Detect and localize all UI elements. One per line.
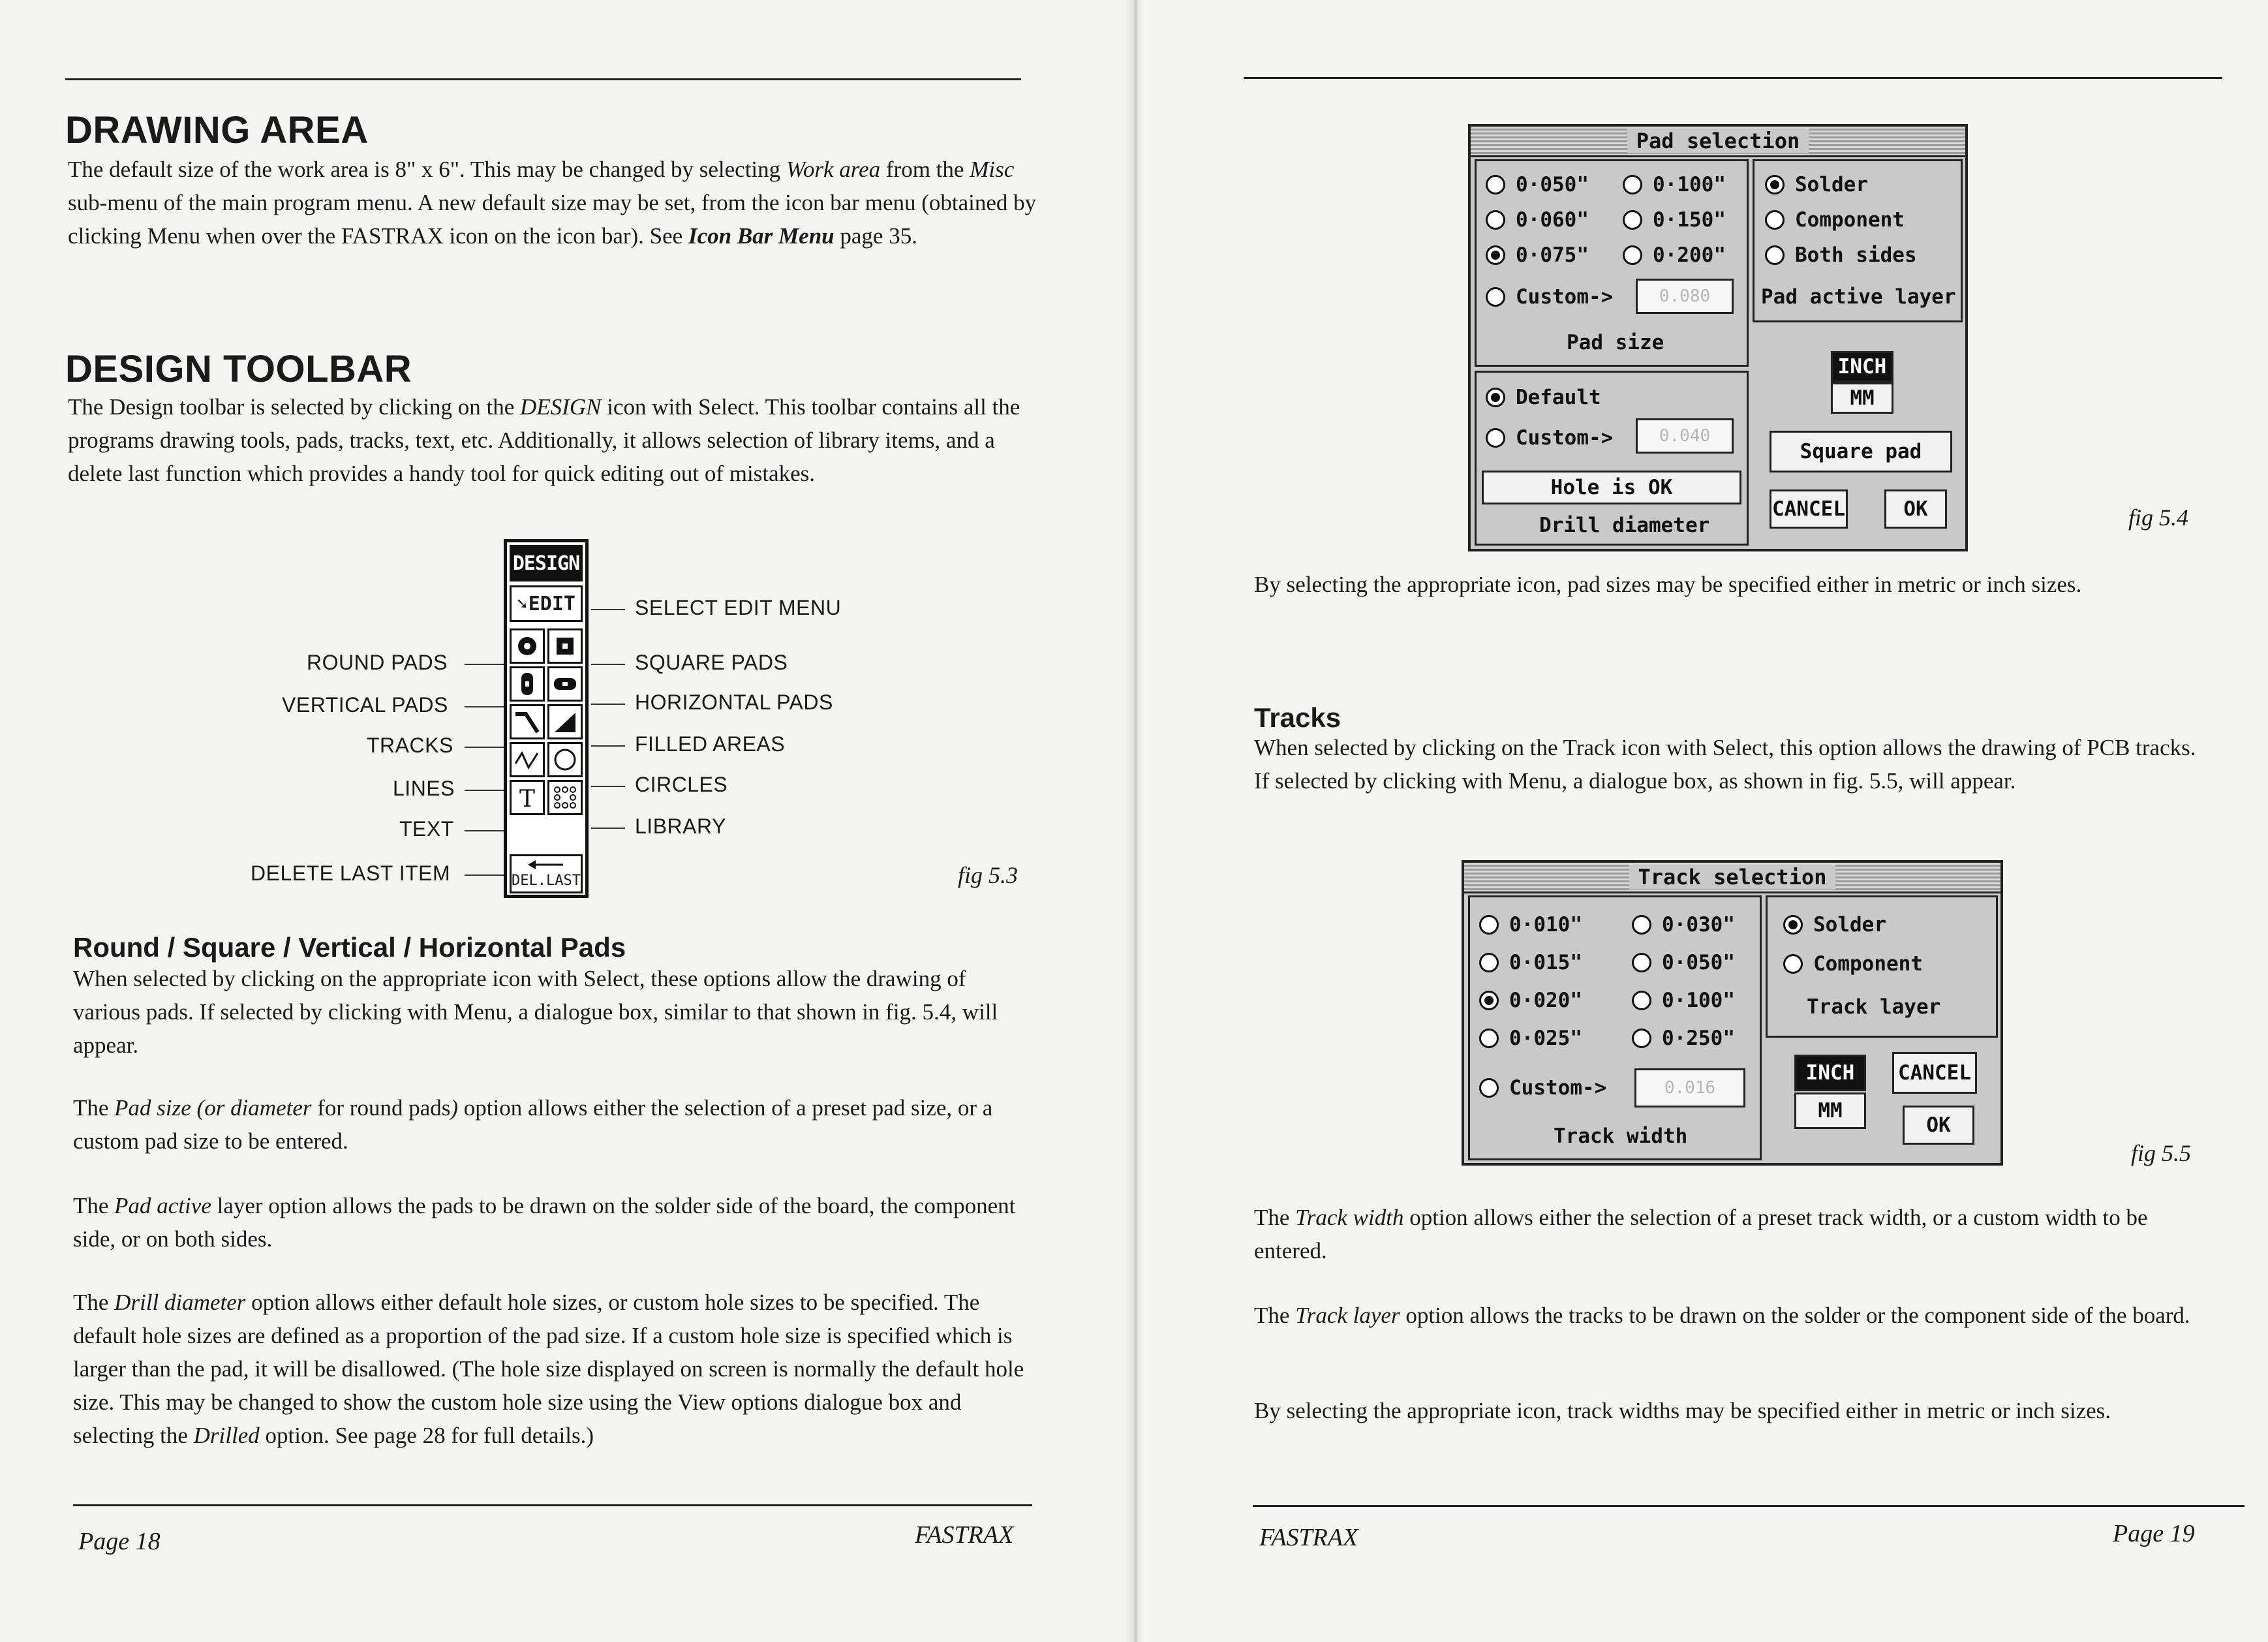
option-label: 0·150" [1653, 208, 1726, 232]
pad-size-option[interactable] [1486, 208, 1589, 232]
design-toolbar [504, 539, 589, 898]
option-label: Custom-> [1509, 1076, 1607, 1100]
radio-icon [1479, 915, 1499, 935]
pad-size-label: Pad size [1567, 331, 1664, 354]
track-width-option[interactable] [1632, 1027, 1735, 1050]
track-width-option[interactable] [1479, 1027, 1582, 1050]
radio-selected-icon [1486, 388, 1505, 407]
radio-icon [1632, 915, 1651, 935]
leader-line [465, 790, 504, 791]
radio-icon [1632, 991, 1651, 1010]
cancel-button[interactable]: CANCEL [1892, 1052, 1977, 1094]
leader-line [591, 828, 625, 829]
radio-icon [1486, 175, 1505, 194]
dialog-title: Track selection [1629, 865, 1836, 890]
hole-status-indicator: Hole is OK [1482, 471, 1741, 504]
radio-icon [1632, 1029, 1651, 1048]
drill-default-option[interactable] [1486, 386, 1601, 409]
pointer-icon: ➘ [517, 594, 527, 613]
option-label: Solder [1795, 173, 1868, 196]
leader-line [591, 609, 625, 610]
option-label: 0·015" [1509, 951, 1582, 974]
drawing-area-text: The default size of the work area is 8" x 6". This may be changed by selecting Work area from the Misc sub-menu of the main program menu. A new default size may be set, from the icon bar menu (obtained by clicking Menu when over the FASTRAX icon on the icon bar). See Icon Bar Menu page 35. [68, 157, 1037, 249]
radio-icon [1765, 245, 1785, 265]
track-width-custom-field[interactable]: 0.016 [1634, 1068, 1745, 1108]
radio-icon [1632, 953, 1651, 972]
track-width-text: The Track width option allows either the selection of a preset track width, or a custom width to be entered. [1254, 1205, 2148, 1263]
header-rule [1244, 77, 2222, 79]
label-lines: LINES [393, 777, 455, 800]
toolbar-edit-label: EDIT [528, 592, 575, 615]
option-label: 0·100" [1662, 989, 1735, 1012]
radio-icon [1623, 175, 1642, 194]
track-width-option[interactable] [1632, 913, 1735, 937]
square-pad-icon[interactable] [547, 628, 583, 664]
layer-solder-option[interactable] [1765, 173, 1868, 196]
track-width-option[interactable] [1632, 951, 1735, 974]
layer-component-option[interactable] [1765, 208, 1905, 232]
leader-line [591, 745, 625, 747]
unit-mm-button[interactable]: MM [1831, 382, 1893, 414]
pad-active-layer-label: Pad active layer [1761, 285, 1956, 309]
option-label: 0·250" [1662, 1027, 1735, 1050]
back-arrow-icon [527, 857, 566, 873]
track-width-custom-option[interactable] [1479, 1076, 1606, 1100]
leader-line [465, 875, 504, 876]
option-label: 0·010" [1509, 913, 1582, 937]
drill-custom-field[interactable]: 0.040 [1636, 418, 1734, 454]
label-tracks: TRACKS [367, 734, 453, 757]
radio-selected-icon [1765, 175, 1785, 194]
radio-selected-icon [1479, 991, 1499, 1010]
radio-icon [1486, 210, 1505, 230]
label-vertical-pads: VERTICAL PADS [282, 693, 448, 717]
horizontal-pad-icon[interactable] [547, 666, 583, 702]
radio-selected-icon [1783, 915, 1803, 935]
option-label: Default [1516, 386, 1601, 409]
radio-icon [1765, 210, 1785, 230]
label-circles: CIRCLES [635, 773, 728, 796]
right-page [1138, 0, 2268, 1642]
heading-pads: Round / Square / Vertical / Horizontal Pads [73, 932, 626, 963]
label-select-edit-menu: SELECT EDIT MENU [635, 596, 842, 619]
cancel-button[interactable]: CANCEL [1770, 489, 1848, 529]
drill-diameter-panel [1475, 371, 1749, 546]
heading-design-toolbar: DESIGN TOOLBAR [65, 348, 412, 390]
track-width-option[interactable] [1632, 989, 1735, 1012]
filled-area-icon[interactable] [547, 704, 583, 739]
pad-size-panel [1475, 159, 1749, 367]
pad-size-option-selected[interactable] [1486, 243, 1589, 267]
option-label: 0·075" [1516, 243, 1589, 267]
track-layer-text: The Track layer option allows the tracks to be drawn on the solder or the component side of the board. [1254, 1303, 2190, 1328]
line-icon[interactable] [510, 742, 545, 777]
option-label: 0·060" [1516, 208, 1589, 232]
pad-metric-text: By selecting the appropriate icon, pad sizes may be specified either in metric or inch sizes. [1254, 572, 2082, 597]
vertical-pad-icon[interactable] [510, 666, 545, 702]
footer-rule [73, 1504, 1032, 1506]
label-filled-areas: FILLED AREAS [635, 732, 786, 756]
leader-line [465, 830, 504, 831]
dialog-title-bar [1464, 863, 2000, 893]
header-rule [65, 78, 1021, 80]
unit-inch-button[interactable]: INCH [1794, 1055, 1866, 1091]
dialog-title: Pad selection [1627, 129, 1809, 153]
leader-line [591, 786, 625, 787]
drill-diameter-text: The Drill diameter option allows either default hole sizes, or custom hole sizes to be specified. The default hole sizes are defined as a proportion of the pad size. If a custom hole size is specified which is larger than the pad, it will be disallowed. (The hole size displayed on screen is normally the default hole size. This may be changed to show the custom hole size using the View options dialogue box and selecting the Drilled option. See page 28 for full details.) [73, 1290, 1024, 1448]
radio-icon [1479, 1078, 1499, 1098]
pad-size-custom-option[interactable] [1486, 285, 1613, 309]
radio-icon [1623, 245, 1642, 265]
figure-caption-5-5: fig 5.5 [2131, 1140, 2192, 1166]
ok-button[interactable]: OK [1884, 489, 1947, 529]
option-label: Custom-> [1516, 285, 1614, 309]
drill-custom-option[interactable] [1486, 426, 1613, 450]
heading-drawing-area: DRAWING AREA [65, 109, 369, 151]
radio-selected-icon [1486, 245, 1505, 265]
track-layer-solder-option[interactable] [1783, 913, 1886, 937]
option-label: 0·025" [1509, 1027, 1582, 1050]
unit-mm-button[interactable]: MM [1794, 1092, 1866, 1129]
radio-icon [1479, 1029, 1499, 1048]
label-round-pads: ROUND PADS [307, 651, 448, 674]
round-pad-icon[interactable] [510, 628, 545, 664]
design-toolbar-text: The Design toolbar is selected by clicking on the DESIGN icon with Select. This toolbar contains all the programs drawing tools, pads, tracks, text, etc. Additionally, it allows selection of library items, and a delete last function which provides a handy tool for quick editing out of mistakes. [68, 394, 1020, 486]
library-icon[interactable] [547, 780, 583, 815]
unit-inch-button[interactable]: INCH [1831, 351, 1893, 382]
label-square-pads: SQUARE PADS [635, 651, 788, 674]
toolbar-design-button[interactable]: DESIGN [510, 545, 583, 581]
track-width-option[interactable] [1479, 951, 1582, 974]
radio-icon [1783, 954, 1803, 974]
label-text: TEXT [399, 817, 454, 841]
label-horizontal-pads: HORIZONTAL PADS [635, 690, 833, 714]
pad-size-custom-field[interactable]: 0.080 [1636, 279, 1734, 314]
label-library: LIBRARY [635, 814, 726, 838]
pad-active-layer-panel [1753, 159, 1963, 322]
radio-icon [1479, 953, 1499, 972]
footer-page-number: Page 18 [78, 1528, 161, 1555]
option-label: Solder [1813, 913, 1886, 937]
pad-size-option[interactable] [1486, 173, 1589, 196]
option-label: 0·030" [1662, 913, 1735, 937]
circle-icon[interactable] [547, 742, 583, 777]
leader-line [591, 664, 625, 665]
option-label: 0·050" [1516, 173, 1589, 196]
leader-line [465, 747, 504, 748]
label-delete-last-item: DELETE LAST ITEM [251, 861, 451, 885]
track-width-option[interactable] [1479, 913, 1582, 937]
track-width-panel [1468, 895, 1762, 1160]
text-icon[interactable] [510, 780, 545, 815]
option-label: Component [1795, 208, 1905, 232]
leader-line [465, 706, 504, 707]
option-label: Component [1813, 952, 1923, 976]
option-label: Custom-> [1516, 426, 1614, 450]
track-layer-component-option[interactable] [1783, 952, 1923, 976]
track-width-label: Track width [1554, 1124, 1688, 1148]
radio-icon [1486, 287, 1505, 307]
option-label: 0·100" [1653, 173, 1726, 196]
footer-page-number: Page 19 [2113, 1520, 2195, 1547]
square-pad-button[interactable]: Square pad [1770, 431, 1952, 472]
footer-title: FASTRAX [1259, 1524, 1358, 1551]
track-metric-text: By selecting the appropriate icon, track widths may be specified either in metric or inch sizes. [1254, 1398, 2111, 1423]
pad-size-option[interactable] [1623, 208, 1726, 232]
ok-button[interactable]: OK [1903, 1106, 1974, 1145]
pad-size-option[interactable] [1623, 173, 1726, 196]
figure-caption-5-4: fig 5.4 [2128, 504, 2189, 531]
pad-size-option[interactable] [1623, 243, 1726, 267]
pad-size-text: The Pad size (or diameter for round pads) option allows either the selection of a preset pad size, or a custom pad size to be entered. [73, 1095, 993, 1154]
option-label: 0·200" [1653, 243, 1726, 267]
layer-both-sides-option[interactable] [1765, 243, 1917, 267]
radio-icon [1486, 428, 1505, 448]
heading-tracks: Tracks [1254, 702, 1341, 733]
book-gutter [1126, 0, 1145, 1642]
track-icon[interactable] [510, 704, 545, 739]
leader-line [465, 664, 504, 665]
leader-line [591, 704, 625, 705]
pad-selection-dialog [1468, 124, 1968, 551]
figure-caption-5-3: fig 5.3 [958, 862, 1019, 888]
dialog-title-bar [1471, 127, 1965, 157]
svg-text:T: T [519, 786, 536, 813]
track-selection-dialog [1462, 860, 2003, 1166]
option-label: 0·020" [1509, 989, 1582, 1012]
drill-diameter-label: Drill diameter [1539, 514, 1710, 537]
track-layer-panel [1766, 895, 1998, 1038]
track-width-option-selected[interactable] [1479, 989, 1582, 1012]
pads-text: When selected by clicking on the appropriate icon with Select, these options allow the drawing of various pads. If selected by clicking with Menu, a dialogue box, similar to that shown in fig. 5.4, will appear. [73, 966, 998, 1058]
toolbar-edit-button[interactable] [510, 585, 583, 622]
footer-rule [1253, 1505, 2245, 1507]
footer-title: FASTRAX [915, 1521, 1014, 1549]
tracks-text: When selected by clicking on the Track icon with Select, this option allows the drawing of PCB tracks. If selected by clicking with Menu, a dialogue box, as shown in fig. 5.5, will appear. [1254, 735, 2196, 794]
toolbar-delete-label: DEL.LAST [512, 873, 581, 889]
radio-icon [1623, 210, 1642, 230]
option-label: 0·050" [1662, 951, 1735, 974]
option-label: Both sides [1795, 243, 1917, 267]
pad-active-text: The Pad active layer option allows the pads to be drawn on the solder side of the board, the component side, or on both sides. [73, 1193, 1016, 1252]
track-layer-label: Track layer [1807, 995, 1941, 1019]
